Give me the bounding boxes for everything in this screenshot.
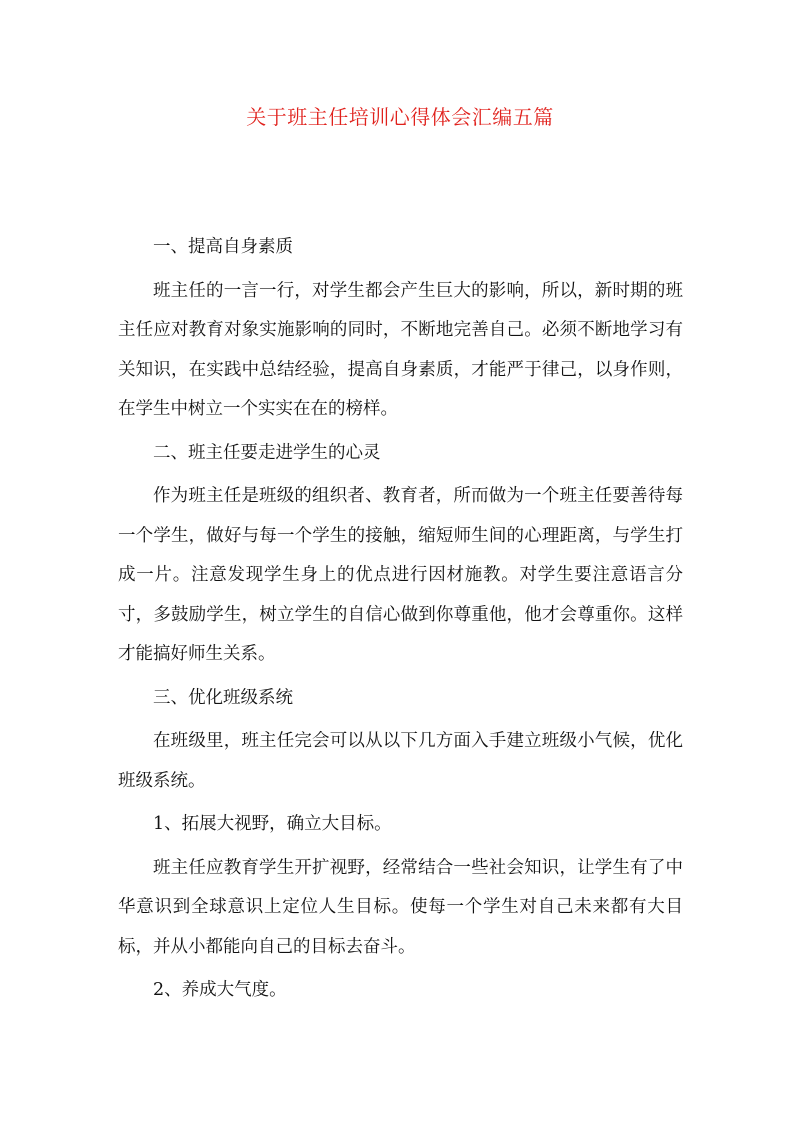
paragraph-2: 作为班主任是班级的组织者、教育者，所而做为一个班主任要善待每一个学生，做好与每一个学生的接触，缩短师生间的心理距离，与学生打成一片。注意发现学生身上的优点进行因材施教。对学生要注意语言分寸，多鼓励学生，树立学生的自信心做到你尊重他，他才会尊重你。这样才能搞好师生关系。 [118, 486, 683, 664]
paragraph-4: 班主任应教育学生开扩视野，经常结合一些社会知识，让学生有了中华意识到全球意识上定位人生目标。使每一个学生对自己未来都有大目标，并从小都能向自己的目标去奋斗。 [118, 857, 683, 957]
document-body [118, 228, 683, 1011]
document-title: 关于班主任培训心得体会汇编五篇 [246, 105, 554, 129]
section-heading-2: 二、班主任要走进学生的心灵 [153, 442, 381, 463]
paragraph-3: 在班级里，班主任完会可以从以下几方面入手建立班级小气候，优化班级系统。 [118, 731, 683, 791]
section-heading-3: 三、优化班级系统 [153, 687, 293, 708]
section-heading-1: 一、提高自身素质 [153, 237, 293, 257]
subheading-1: 1、拓展大视野，确立大目标。 [153, 814, 392, 834]
subheading-2: 2、养成大气度。 [153, 980, 287, 1000]
paragraph-1: 班主任的一言一行，对学生都会产生巨大的影响，所以，新时期的班主任应对教育对象实施影响的同时，不断地完善自己。必须不断地学习有关知识，在实践中总结经验，提高自身素质，才能严于律己，以身作则，在学生中树立一个实实在在的榜样。 [118, 280, 683, 419]
